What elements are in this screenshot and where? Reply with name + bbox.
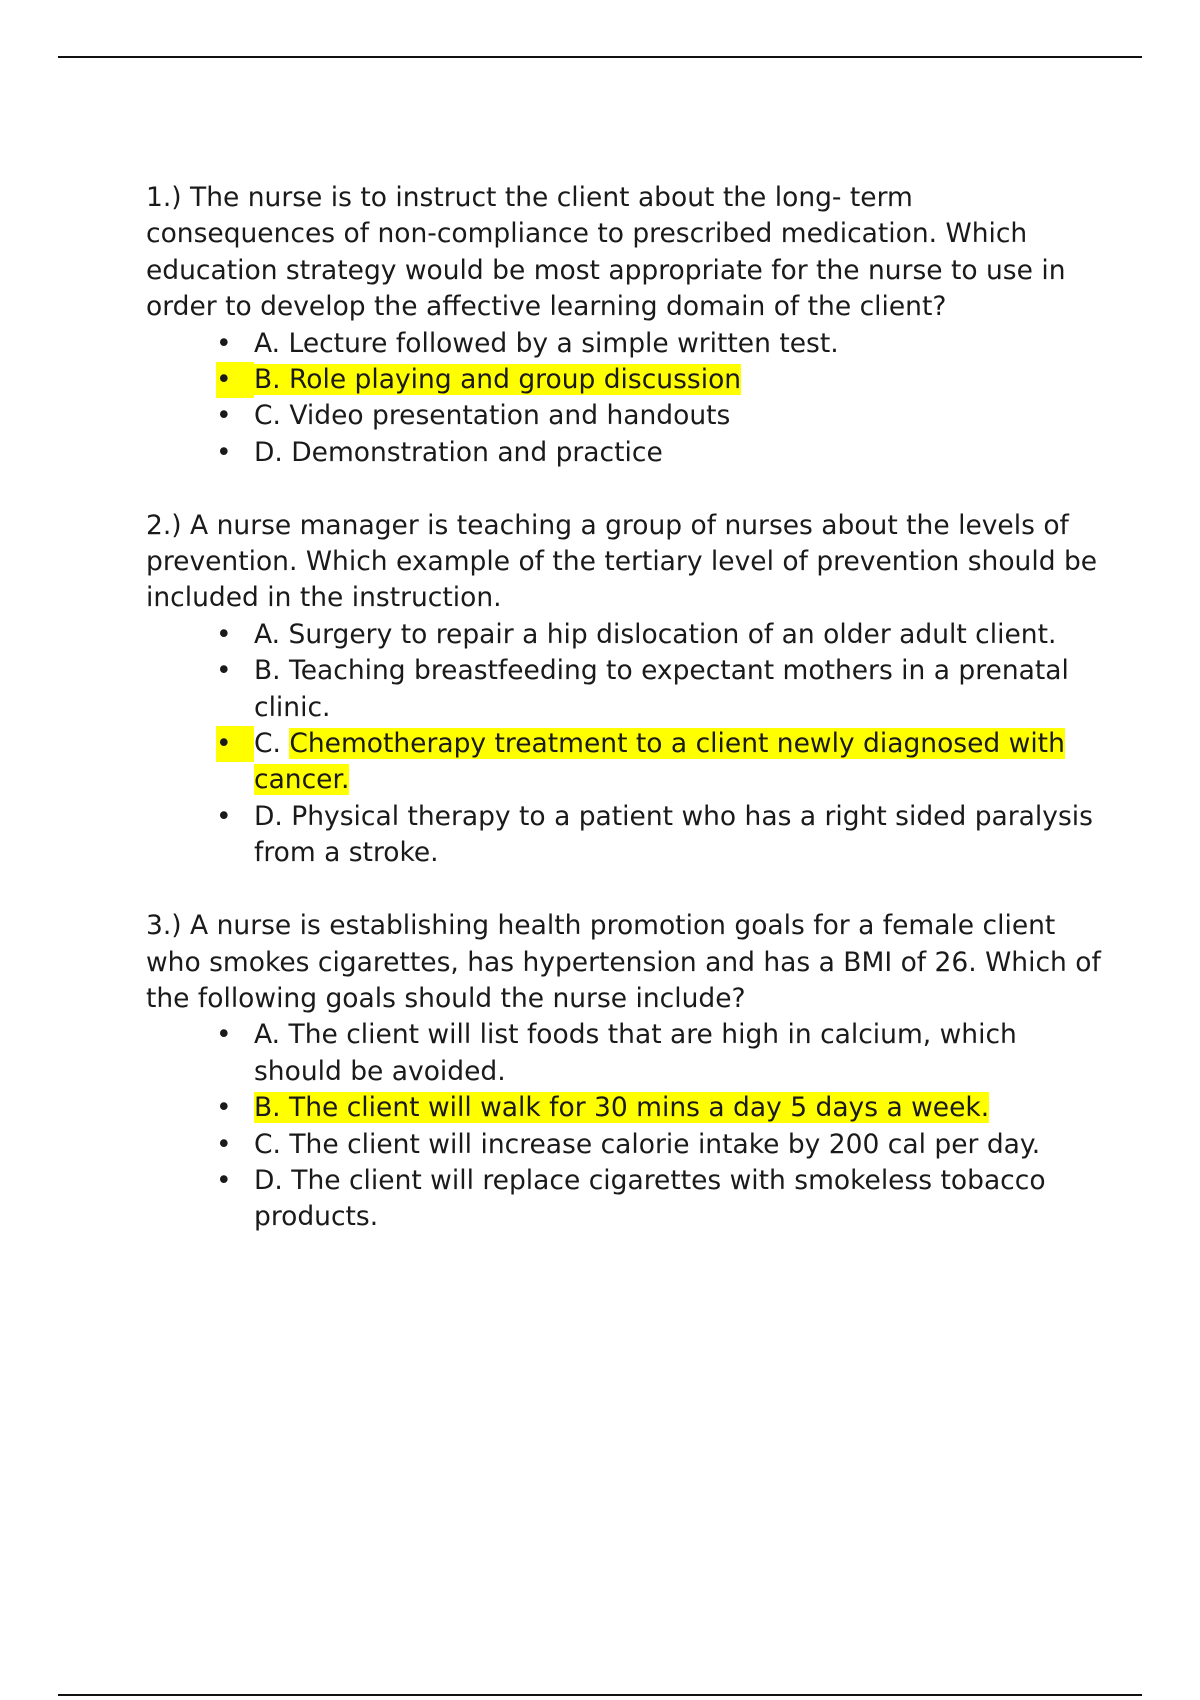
option-b bbox=[216, 362, 1106, 398]
option-prefix: A. bbox=[254, 618, 289, 650]
question-prompt: 3.) A nurse is establishing health promotion goals for a female client who smokes cigarettes, has hypertension and has a BMI of 26. Which of the following goals should the nurse include? bbox=[146, 910, 1101, 1014]
bullet-icon: • bbox=[216, 618, 232, 650]
option-text: Video presentation and handouts bbox=[289, 400, 731, 432]
option-a bbox=[216, 1017, 1106, 1090]
option-text: Lecture followed by a simple written test. bbox=[288, 327, 839, 359]
option-prefix: A. bbox=[254, 327, 289, 359]
option-prefix: B. bbox=[254, 364, 290, 396]
option-text: Surgery to repair a hip dislocation of an older adult client. bbox=[288, 618, 1057, 650]
question-1 bbox=[146, 180, 1106, 471]
document-body bbox=[146, 180, 1106, 1272]
option-text: The client will replace cigarettes with smokeless tobacco products. bbox=[254, 1164, 1046, 1233]
bullet-icon: • bbox=[216, 1092, 232, 1124]
bullet-icon: • bbox=[216, 400, 232, 432]
top-rule bbox=[58, 56, 1142, 58]
bullet-icon: • bbox=[216, 327, 232, 359]
option-b bbox=[216, 1090, 1106, 1126]
question-prompt: 1.) The nurse is to instruct the client about the long- term consequences of non-compliance to prescribed medication. Which education strategy would be most appropriate for the nurse to use in order to develop the affective learning domain of the client? bbox=[146, 182, 1066, 323]
option-text-highlighted: Role playing and group discussion bbox=[289, 364, 742, 396]
bullet-icon: • bbox=[216, 655, 232, 687]
option-list bbox=[146, 326, 1106, 472]
option-a bbox=[216, 326, 1106, 362]
option-prefix: A. bbox=[254, 1019, 289, 1051]
option-prefix: C. bbox=[254, 728, 290, 760]
option-text: The client will list foods that are high in calcium, which should be avoided. bbox=[254, 1019, 1017, 1087]
option-prefix: D. bbox=[254, 800, 292, 832]
option-c bbox=[216, 726, 1106, 799]
option-d bbox=[216, 799, 1106, 872]
option-a bbox=[216, 617, 1106, 653]
option-text: The client will increase calorie intake by 200 cal per day. bbox=[289, 1128, 1041, 1160]
bullet-icon: • bbox=[216, 800, 232, 832]
option-prefix: C. bbox=[254, 1128, 290, 1160]
question-prompt: 2.) A nurse manager is teaching a group of nurses about the levels of prevention. Which example of the tertiary level of prevention should be included in the instruction. bbox=[146, 509, 1098, 614]
option-prefix: B. bbox=[254, 1092, 290, 1124]
option-text: Teaching breastfeeding to expectant mothers in a prenatal clinic. bbox=[254, 655, 1069, 723]
option-text-highlighted: The client will walk for 30 mins a day 5 days a week. bbox=[289, 1092, 990, 1124]
option-text: Physical therapy to a patient who has a right sided paralysis from a stroke. bbox=[254, 800, 1093, 869]
option-list bbox=[146, 617, 1106, 872]
question-3 bbox=[146, 908, 1106, 1236]
option-c bbox=[216, 1127, 1106, 1163]
option-text: Demonstration and practice bbox=[291, 436, 663, 468]
option-prefix: D. bbox=[254, 436, 292, 468]
option-text-highlighted: Chemotherapy treatment to a client newly diagnosed with cancer. bbox=[254, 728, 1065, 796]
bullet-icon: • bbox=[216, 436, 232, 468]
bottom-rule bbox=[58, 1694, 1142, 1696]
option-list bbox=[146, 1017, 1106, 1235]
question-2 bbox=[146, 508, 1106, 872]
bullet-icon: • bbox=[216, 1128, 232, 1160]
option-d bbox=[216, 1163, 1106, 1236]
bullet-icon: • bbox=[216, 362, 254, 398]
option-d bbox=[216, 435, 1106, 471]
bullet-icon: • bbox=[216, 726, 254, 762]
option-prefix: B. bbox=[254, 655, 290, 687]
bullet-icon: • bbox=[216, 1019, 232, 1051]
option-prefix: C. bbox=[254, 400, 290, 432]
option-c bbox=[216, 398, 1106, 434]
bullet-icon: • bbox=[216, 1164, 232, 1196]
option-b bbox=[216, 653, 1106, 726]
option-prefix: D. bbox=[254, 1164, 292, 1196]
